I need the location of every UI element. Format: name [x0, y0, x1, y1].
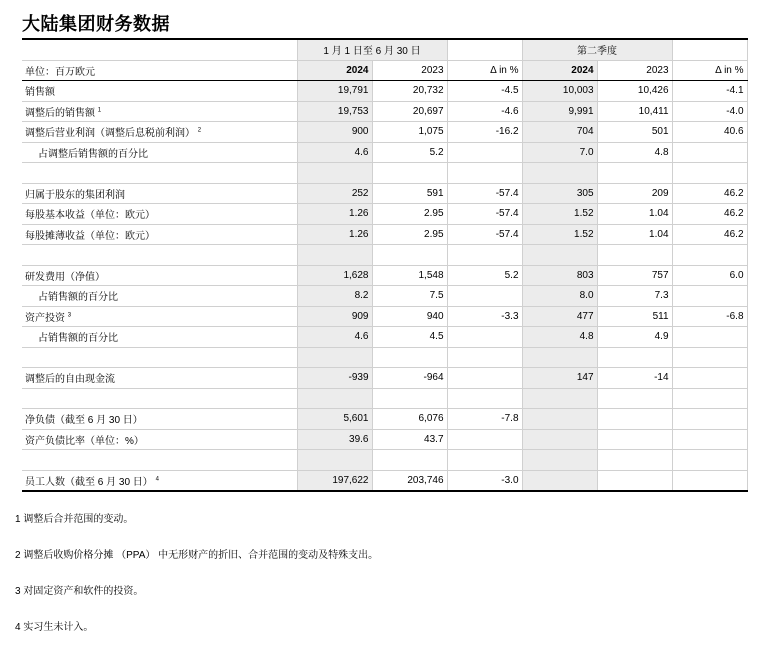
table-cell: [297, 388, 372, 409]
table-cell: [297, 245, 372, 266]
table-cell: 1.04: [597, 224, 672, 245]
table-row: [22, 204, 747, 225]
row-label: [22, 388, 297, 409]
table-row: [22, 183, 747, 204]
table-cell: 305: [522, 183, 597, 204]
table-cell: 19,791: [297, 81, 372, 102]
table-cell: 7.5: [372, 286, 447, 307]
row-label-text: 归属于股东的集团利润: [25, 189, 125, 201]
table-cell: 940: [372, 306, 447, 327]
table-row: [22, 265, 747, 286]
table-cell: -14: [597, 368, 672, 389]
table-cell: [297, 163, 372, 184]
table-cell: [672, 286, 747, 307]
table-cell: 203,746: [372, 470, 447, 491]
row-label: [22, 183, 297, 204]
table-cell: 4.5: [372, 327, 447, 348]
header-period2: 第二季度: [522, 39, 672, 60]
table-cell: [672, 163, 747, 184]
header-col-2023: 2023: [372, 60, 447, 81]
table-cell: [672, 429, 747, 450]
table-cell: 209: [597, 183, 672, 204]
financial-table: [22, 38, 748, 492]
header-col-2024: 2024: [297, 60, 372, 81]
table-row: [22, 163, 747, 184]
table-cell: [297, 450, 372, 471]
footnote-ref: 4: [155, 476, 159, 483]
table-row: [22, 224, 747, 245]
header-empty-cell: [672, 39, 747, 60]
table-cell: [672, 409, 747, 430]
table-cell: [597, 450, 672, 471]
table-cell: -4.1: [672, 81, 747, 102]
table-cell: 43.7: [372, 429, 447, 450]
table-row: [22, 368, 747, 389]
table-cell: [672, 470, 747, 491]
table-cell: -7.8: [447, 409, 522, 430]
row-label-text: 调整后的销售额: [25, 107, 95, 119]
table-row: [22, 450, 747, 471]
table-cell: [672, 142, 747, 163]
table-cell: -939: [297, 368, 372, 389]
table-cell: 7.3: [597, 286, 672, 307]
table-cell: 1,548: [372, 265, 447, 286]
table-cell: 803: [522, 265, 597, 286]
table-cell: 19,753: [297, 101, 372, 122]
table-cell: 1.52: [522, 204, 597, 225]
row-label-text: 占销售额的百分比: [38, 292, 118, 304]
row-label: [22, 122, 297, 143]
table-cell: [522, 388, 597, 409]
footnote: 2 调整后收购价格分摊 （PPA） 中无形财产的折旧、合并范围的变动及特殊支出。: [15, 550, 379, 561]
table-row: [22, 470, 747, 491]
table-row: [22, 388, 747, 409]
row-label: [22, 286, 297, 307]
table-cell: 252: [297, 183, 372, 204]
row-label: [22, 327, 297, 348]
header-col-delta: Δ in %: [447, 60, 522, 81]
table-cell: 501: [597, 122, 672, 143]
table-cell: -57.4: [447, 224, 522, 245]
table-cell: [522, 470, 597, 491]
header-row-columns: [22, 60, 747, 81]
table-cell: 20,732: [372, 81, 447, 102]
table-cell: [372, 163, 447, 184]
row-label: [22, 245, 297, 266]
table-cell: [447, 450, 522, 471]
row-label: [22, 163, 297, 184]
row-label-text: 占销售额的百分比: [38, 333, 118, 345]
table-cell: 39.6: [297, 429, 372, 450]
table-cell: -964: [372, 368, 447, 389]
table-cell: 40.6: [672, 122, 747, 143]
table-cell: [672, 245, 747, 266]
table-cell: [672, 388, 747, 409]
row-label-text: 每股摊薄收益（单位：欧元）: [25, 230, 155, 242]
row-label-text: 资产负债比率（单位：%）: [25, 435, 144, 447]
table-cell: [597, 388, 672, 409]
table-cell: 4.6: [297, 142, 372, 163]
table-cell: [522, 450, 597, 471]
header-row-periods: [22, 39, 747, 60]
row-label: [22, 347, 297, 368]
table-cell: [672, 327, 747, 348]
table-row: [22, 429, 747, 450]
table-cell: 511: [597, 306, 672, 327]
table-cell: 10,426: [597, 81, 672, 102]
table-cell: 1,628: [297, 265, 372, 286]
row-label: [22, 470, 297, 491]
row-label-text: 资产投资: [25, 312, 65, 324]
table-cell: [672, 347, 747, 368]
table-cell: 5.2: [447, 265, 522, 286]
table-cell: 704: [522, 122, 597, 143]
table-cell: 5.2: [372, 142, 447, 163]
table-cell: [672, 450, 747, 471]
table-cell: [447, 286, 522, 307]
row-label-text: 研发费用（净值）: [25, 271, 105, 283]
footnote-ref: 2: [197, 127, 202, 134]
table-cell: 4.6: [297, 327, 372, 348]
table-cell: 46.2: [672, 224, 747, 245]
table-cell: [522, 347, 597, 368]
row-label-text: 调整后营业利润（调整后息税前利润）: [25, 128, 195, 140]
table-cell: 6,076: [372, 409, 447, 430]
table-cell: 1.52: [522, 224, 597, 245]
table-cell: 757: [597, 265, 672, 286]
table-cell: [597, 347, 672, 368]
header-col-delta-q2: Δ in %: [672, 60, 747, 81]
header-period1: 1 月 1 日至 6 月 30 日: [297, 39, 447, 60]
row-label: [22, 429, 297, 450]
table-cell: [672, 368, 747, 389]
table-cell: [522, 429, 597, 450]
table-cell: -6.8: [672, 306, 747, 327]
footnote: 1 调整后合并范围的变动。: [15, 514, 134, 525]
table-cell: -3.0: [447, 470, 522, 491]
table-cell: -4.0: [672, 101, 747, 122]
table-cell: [447, 163, 522, 184]
page-title: 大陆集团财务数据: [22, 14, 170, 34]
table-cell: 909: [297, 306, 372, 327]
table-cell: [372, 388, 447, 409]
table-cell: 10,003: [522, 81, 597, 102]
footnote: 4 实习生未计入。: [15, 622, 94, 633]
table-cell: 1,075: [372, 122, 447, 143]
table-cell: 4.8: [597, 142, 672, 163]
header-empty-cell: [22, 39, 297, 60]
table-cell: -4.6: [447, 101, 522, 122]
table-cell: 7.0: [522, 142, 597, 163]
table-cell: 900: [297, 122, 372, 143]
header-empty-cell: [447, 39, 522, 60]
row-label: [22, 101, 297, 122]
table-row: [22, 409, 747, 430]
row-label: [22, 368, 297, 389]
table-cell: 477: [522, 306, 597, 327]
row-label: [22, 409, 297, 430]
table-cell: [522, 245, 597, 266]
row-label: [22, 204, 297, 225]
row-label-text: 每股基本收益（单位：欧元）: [25, 210, 155, 222]
table-cell: 46.2: [672, 204, 747, 225]
table-cell: 591: [372, 183, 447, 204]
row-label-text: 销售额: [25, 87, 55, 99]
table-cell: 2.95: [372, 204, 447, 225]
table-cell: 46.2: [672, 183, 747, 204]
table-cell: [447, 327, 522, 348]
table-cell: [522, 409, 597, 430]
table-cell: [297, 347, 372, 368]
footnote: 3 对固定资产和软件的投资。: [15, 586, 144, 597]
table-cell: 4.8: [522, 327, 597, 348]
table-cell: [447, 429, 522, 450]
table-cell: [597, 163, 672, 184]
row-label-text: 净负债（截至 6 月 30 日）: [25, 415, 143, 427]
table-cell: 147: [522, 368, 597, 389]
table-cell: -4.5: [447, 81, 522, 102]
row-label: [22, 265, 297, 286]
table-cell: -57.4: [447, 204, 522, 225]
table-cell: 20,697: [372, 101, 447, 122]
table-cell: 8.2: [297, 286, 372, 307]
table-cell: [372, 347, 447, 368]
table-cell: 4.9: [597, 327, 672, 348]
table-row: [22, 347, 747, 368]
table-cell: -16.2: [447, 122, 522, 143]
table-cell: -57.4: [447, 183, 522, 204]
table-row: [22, 286, 747, 307]
table-cell: [597, 245, 672, 266]
table-cell: 1.04: [597, 204, 672, 225]
row-label: [22, 142, 297, 163]
table-cell: [597, 470, 672, 491]
table-cell: [597, 409, 672, 430]
footnote-ref: 1: [97, 107, 102, 114]
row-label: [22, 306, 297, 327]
table-cell: 1.26: [297, 204, 372, 225]
header-unit: 单位：百万欧元: [22, 60, 297, 81]
table-cell: [522, 163, 597, 184]
table-row: [22, 81, 747, 102]
row-label: [22, 224, 297, 245]
table-cell: [372, 450, 447, 471]
footnotes: [15, 510, 378, 654]
table-cell: [447, 245, 522, 266]
header-col-2024-q2: 2024: [522, 60, 597, 81]
table-row: [22, 327, 747, 348]
table-row: [22, 306, 747, 327]
row-label: [22, 450, 297, 471]
row-label-text: 调整后的自由现金流: [25, 374, 115, 386]
table-cell: [597, 429, 672, 450]
header-col-2023-q2: 2023: [597, 60, 672, 81]
table-cell: [447, 347, 522, 368]
row-label-text: 员工人数（截至 6 月 30 日）: [25, 476, 153, 488]
table-cell: [447, 388, 522, 409]
table-cell: [447, 368, 522, 389]
table-cell: 10,411: [597, 101, 672, 122]
table-cell: 8.0: [522, 286, 597, 307]
table-cell: -3.3: [447, 306, 522, 327]
table-cell: 197,622: [297, 470, 372, 491]
table-row: [22, 142, 747, 163]
table-row: [22, 101, 747, 122]
table-row: [22, 122, 747, 143]
table-cell: [447, 142, 522, 163]
table-cell: 9,991: [522, 101, 597, 122]
row-label: [22, 81, 297, 102]
table-cell: [372, 245, 447, 266]
table-cell: 5,601: [297, 409, 372, 430]
table-cell: 1.26: [297, 224, 372, 245]
footnote-ref: 3: [67, 312, 72, 319]
table-cell: 6.0: [672, 265, 747, 286]
table-cell: 2.95: [372, 224, 447, 245]
row-label-text: 占调整后销售额的百分比: [38, 148, 148, 160]
table-row: [22, 245, 747, 266]
